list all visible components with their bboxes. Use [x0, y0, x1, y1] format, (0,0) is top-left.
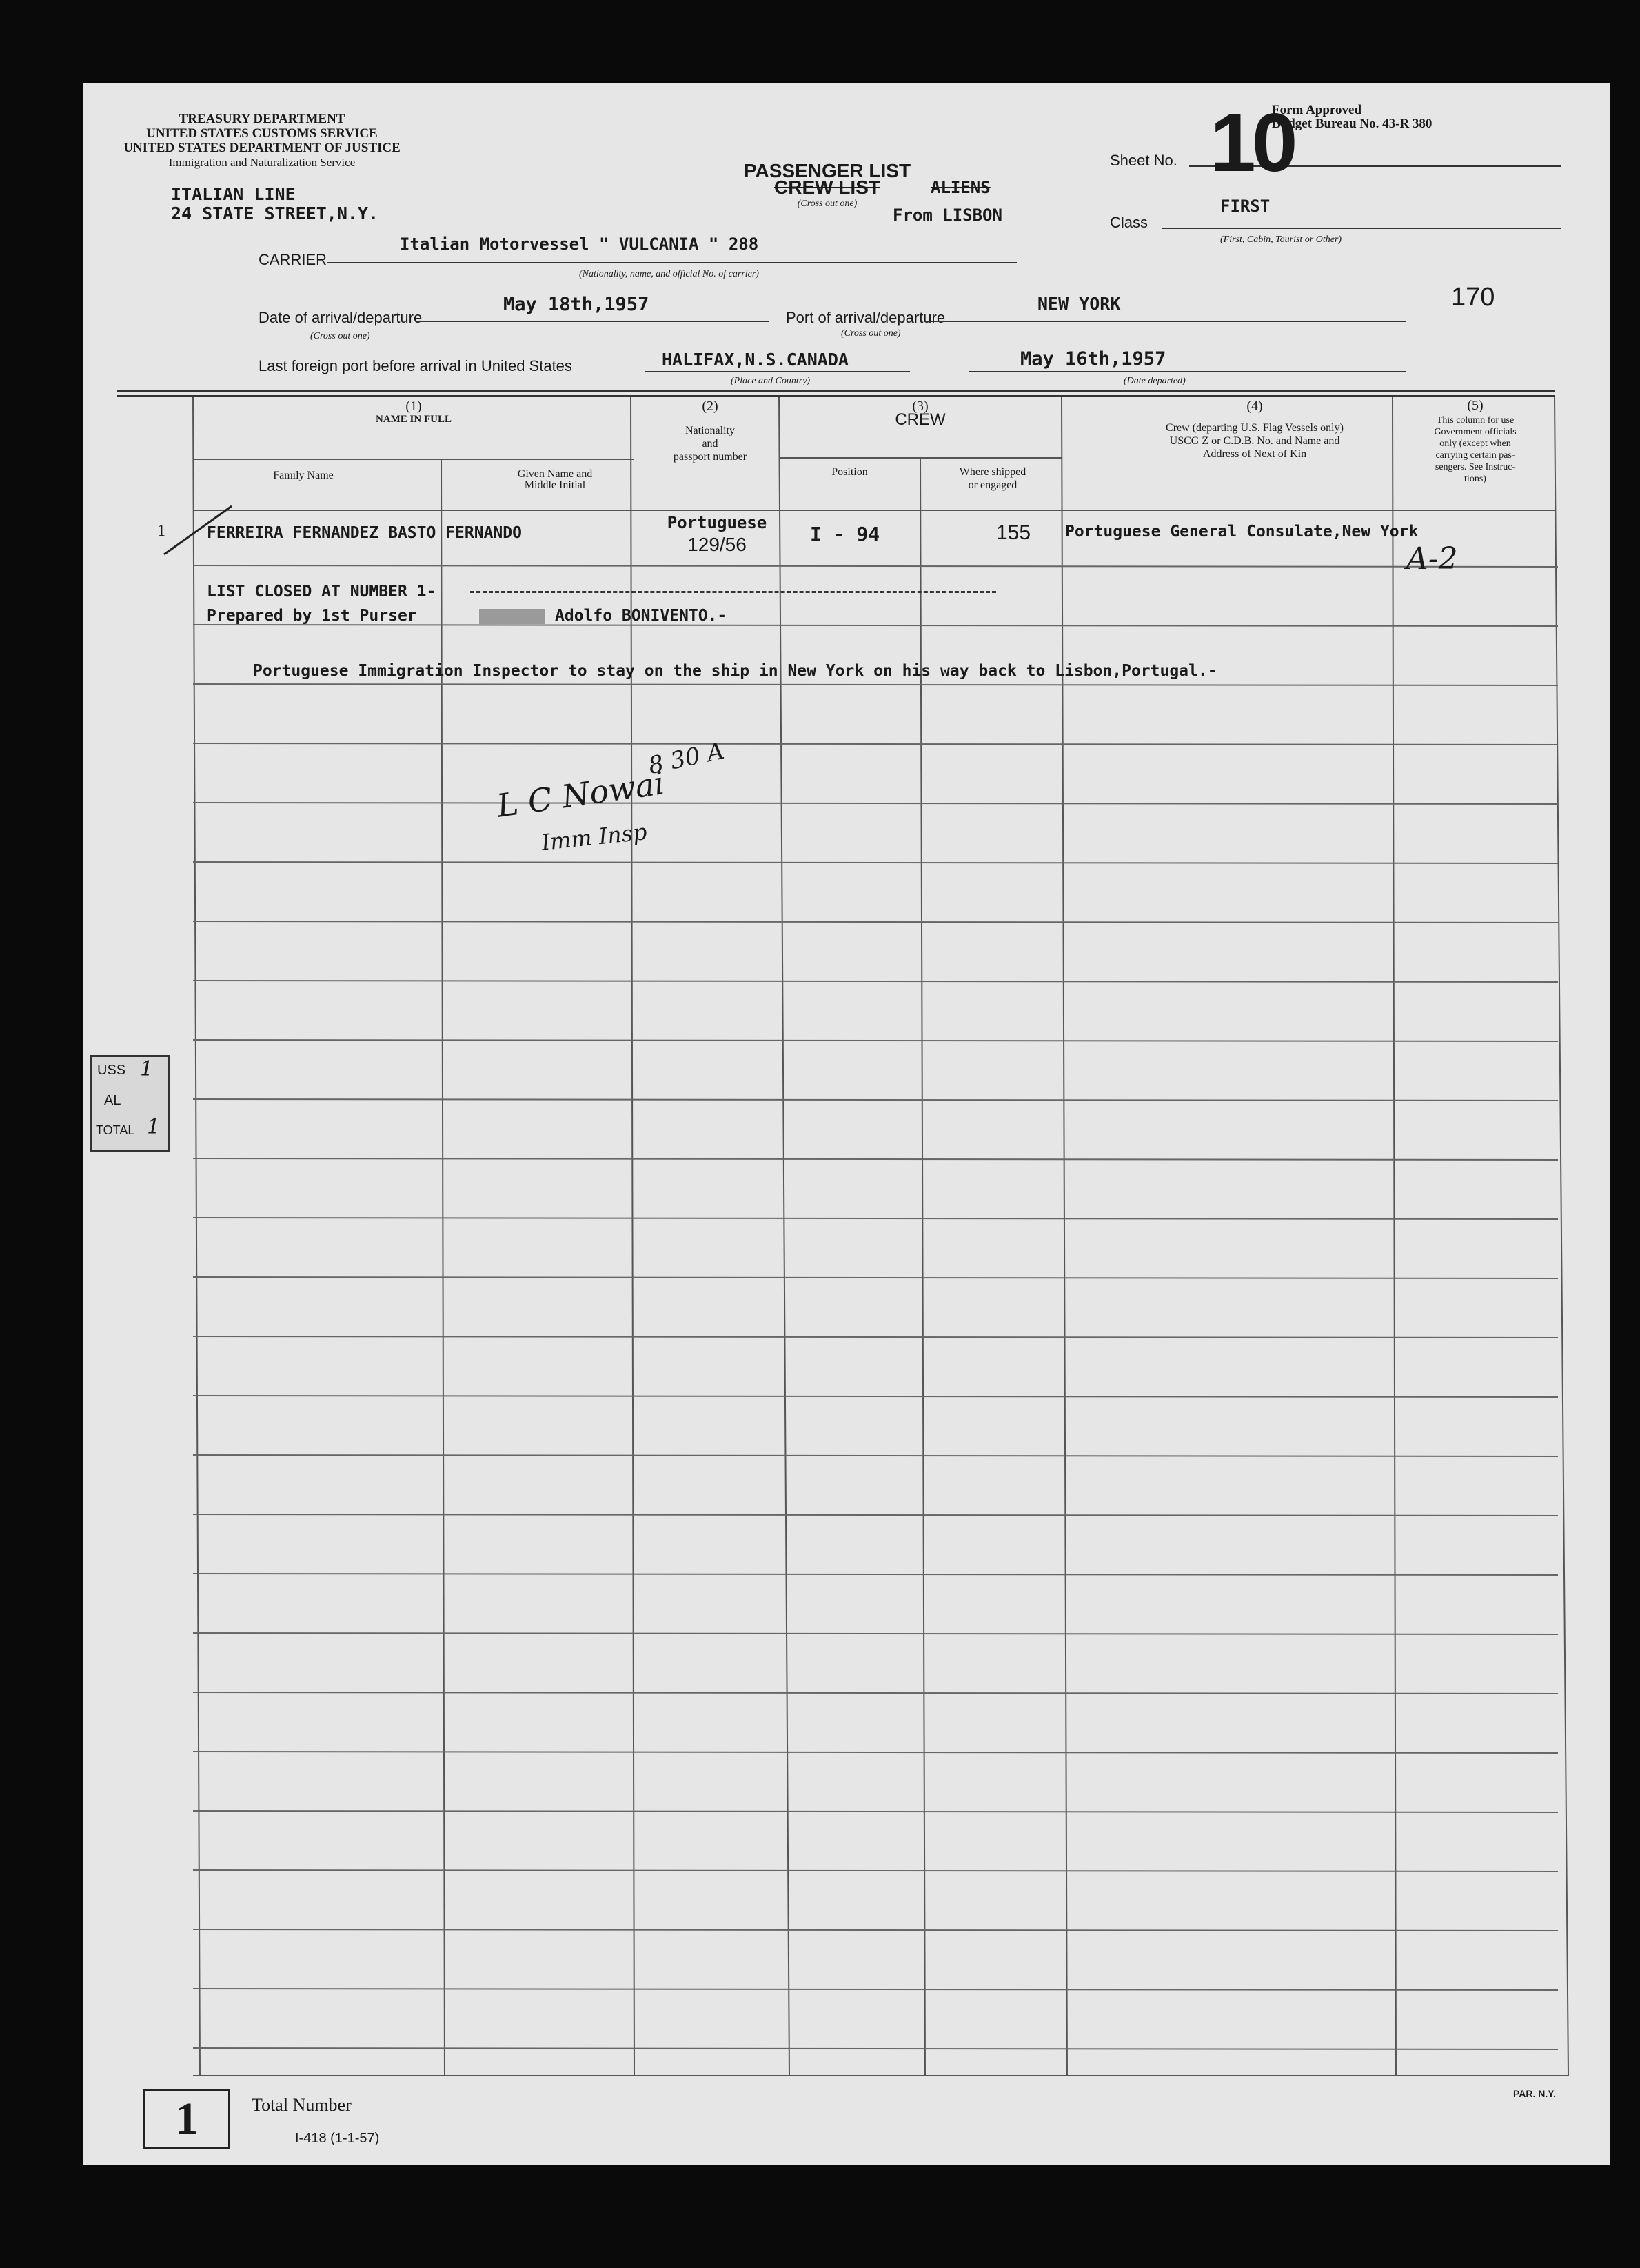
form-approved: Form Approved	[1272, 103, 1362, 117]
grid-col-next-of-kin	[1062, 397, 1067, 2076]
grid-col-official	[1393, 397, 1396, 2076]
date-label: Date of arrival/departure	[259, 309, 423, 326]
last-port-caption: (Place and Country)	[731, 376, 811, 386]
last-port-label: Last foreign port before arrival in United States	[259, 357, 572, 374]
row-1-nationality: Portuguese	[667, 513, 767, 532]
class-value: FIRST	[1220, 197, 1271, 216]
struck-out-word	[479, 609, 545, 624]
where-line-1: Where shipped	[959, 466, 1026, 478]
date-caption: (Cross out one)	[310, 331, 370, 341]
row-1-shipped: 155	[996, 521, 1031, 544]
side-stamp	[90, 1055, 170, 1152]
table-row-rule	[193, 1633, 1558, 1634]
inspector-time: 8 30 A	[646, 736, 727, 781]
row-1-position: I - 94	[810, 523, 880, 545]
agency-line-4: Immigration and Naturalization Service	[168, 156, 356, 169]
col1-number: (1)	[405, 399, 422, 414]
table-row-rule	[193, 981, 1558, 982]
inspector-signature: L C Nowai	[494, 764, 667, 825]
total-count-box	[143, 2089, 230, 2149]
form-number: I-418 (1-1-57)	[295, 2131, 380, 2146]
remark: Portuguese Immigration Inspector to stay on the ship in New York on his way back to Lisbon,Portugal.-	[253, 662, 1217, 680]
printer-mark: PAR. N.Y.	[1513, 2088, 1556, 2099]
side-stamp-uss: USS	[97, 1063, 126, 1078]
inspector-title: Imm Insp	[540, 819, 649, 856]
col2-line-3: passport number	[673, 451, 747, 463]
grid-col-nationality	[631, 397, 634, 2076]
list-title-passenger: PASSENGER LIST	[743, 160, 911, 181]
table-row-rule	[193, 2048, 1558, 2049]
list-title-caption: (Cross out one)	[797, 199, 858, 209]
grid-col-given	[441, 459, 445, 2076]
grid-row-lines	[193, 565, 1558, 2049]
col2-line-1: Nationality	[685, 425, 735, 436]
col4-number: (4)	[1246, 399, 1263, 414]
row-1-next-of-kin: Portuguese General Consulate,New York	[1065, 523, 1419, 541]
side-stamp-total: TOTAL	[96, 1123, 135, 1137]
port-label: Port of arrival/departure	[786, 309, 946, 326]
col5-line-5: sengers. See Instruc-	[1435, 462, 1516, 472]
family-name-header: Family Name	[273, 470, 334, 481]
table-row-rule	[193, 1870, 1558, 1871]
class-caption: (First, Cabin, Tourist or Other)	[1220, 234, 1342, 245]
margin-number: 170	[1451, 283, 1495, 312]
row-1-line-number: 1	[157, 522, 165, 540]
row-1-nationality-cell	[648, 512, 786, 556]
table-row-rule	[193, 1158, 1558, 1160]
table-row-rule	[193, 1574, 1558, 1575]
col1-title: NAME IN FULL	[375, 414, 452, 425]
carrier-value: Italian Motorvessel " VULCANIA " 288	[400, 234, 759, 254]
budget-bureau: Budget Bureau No. 43-R 380	[1272, 117, 1433, 131]
col3-number: (3)	[912, 399, 929, 414]
given-name-line-2: Middle Initial	[524, 479, 586, 491]
from-port: From LISBON	[893, 205, 1002, 225]
total-label: Total Number	[252, 2095, 352, 2115]
where-line-2: or engaged	[968, 479, 1018, 491]
table-row-rule	[193, 1396, 1558, 1397]
table-row-rule	[193, 565, 1558, 567]
col2-line-2: and	[702, 438, 718, 450]
departed-value: May 16th,1957	[1020, 348, 1166, 370]
grid-col-crew	[779, 397, 789, 2076]
table-row-rule	[193, 1929, 1558, 1931]
agency-line-2: UNITED STATES CUSTOMS SERVICE	[146, 126, 378, 141]
table-row-rule	[193, 1277, 1558, 1278]
col5-line-3: only (except when	[1439, 439, 1511, 449]
col5-line-4: carrying certain pas-	[1435, 450, 1515, 461]
table-row-rule	[193, 1040, 1558, 1041]
carrier-stamp-line-2: 24 STATE STREET,N.Y.	[171, 203, 379, 223]
list-closed-dashes	[470, 591, 996, 593]
col4-line-2: USCG Z or C.D.B. No. and Name and	[1169, 435, 1340, 447]
table-row-rule	[193, 1218, 1558, 1219]
total-count: 1	[175, 2094, 199, 2144]
grid-col-where	[920, 459, 925, 2076]
col5-number: (5)	[1467, 398, 1484, 413]
table-row-rule	[193, 1455, 1558, 1456]
prepared-by: Prepared by 1st Purser	[207, 607, 417, 625]
document-page	[83, 83, 1610, 2165]
col4-line-3: Address of Next of Kin	[1202, 448, 1307, 460]
table-row-rule	[193, 625, 1558, 626]
sheet-label: Sheet No.	[1110, 152, 1177, 169]
side-stamp-uss-value: 1	[140, 1057, 154, 1081]
col3-title: CREW	[895, 410, 946, 429]
position-header: Position	[831, 466, 868, 478]
col5-line-1: This column for use	[1436, 415, 1515, 425]
agency-line-3: UNITED STATES DEPARTMENT OF JUSTICE	[123, 141, 401, 155]
table-row-rule	[193, 1336, 1558, 1338]
table-row-rule	[193, 921, 1558, 923]
port-value: NEW YORK	[1037, 294, 1121, 314]
col5-line-2: Government officials	[1434, 427, 1517, 437]
row-1-name: FERREIRA FERNANDEZ BASTO FERNANDO	[207, 524, 522, 542]
table-row-rule	[193, 803, 1558, 804]
agency-line-1: TREASURY DEPARTMENT	[179, 112, 345, 126]
class-label: Class	[1110, 214, 1148, 231]
last-port-value: HALIFAX,N.S.CANADA	[662, 350, 849, 370]
table-row-rule	[193, 684, 1558, 685]
table-row-rule	[193, 743, 1558, 745]
port-caption: (Cross out one)	[841, 328, 901, 339]
col2-number: (2)	[702, 399, 718, 414]
given-name-line-1: Given Name and	[517, 468, 593, 480]
aliens-label: ALIENS	[931, 178, 991, 197]
prepared-by-name: Adolfo BONIVENTO.-	[555, 607, 727, 625]
date-value: May 18th,1957	[503, 294, 649, 315]
table-row-rule	[193, 1752, 1558, 1753]
carrier-label: CARRIER	[259, 251, 327, 268]
list-title-crew: CREW LIST	[774, 177, 880, 198]
sheet-number: 10	[1210, 97, 1294, 189]
table-row-rule	[193, 1989, 1558, 1990]
departed-caption: (Date departed)	[1124, 376, 1186, 386]
grid-col-right	[1555, 397, 1568, 2076]
carrier-caption: (Nationality, name, and official No. of carrier)	[579, 269, 759, 279]
list-closed: LIST CLOSED AT NUMBER 1-	[207, 583, 436, 601]
table-row-rule	[193, 1811, 1558, 1812]
row-1-passport: 129/56	[687, 534, 747, 555]
side-stamp-total-value: 1	[147, 1115, 161, 1139]
grid-col-left	[193, 397, 200, 2076]
row-1-official-note: A-2	[1406, 541, 1458, 576]
table-grid	[83, 83, 1610, 2165]
side-stamp-al: AL	[104, 1093, 121, 1108]
table-row-rule	[193, 1692, 1558, 1694]
col4-line-1: Crew (departing U.S. Flag Vessels only)	[1166, 422, 1344, 434]
table-row-rule	[193, 1514, 1558, 1516]
carrier-stamp-line-1: ITALIAN LINE	[171, 184, 296, 204]
grid-lines	[193, 397, 1568, 2076]
table-row-rule	[193, 1099, 1558, 1101]
col5-line-6: tions)	[1464, 474, 1486, 484]
table-row-rule	[193, 862, 1558, 863]
